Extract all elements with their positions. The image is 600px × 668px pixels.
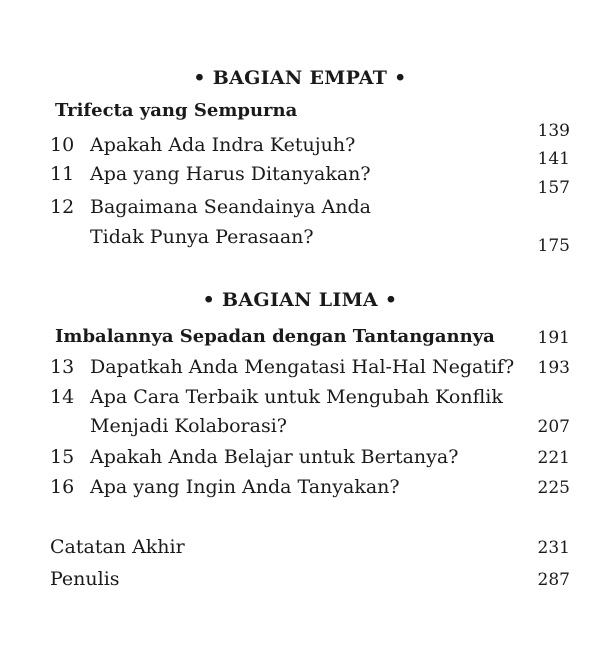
section-title-imbalannya: Imbalannya Sepadan dengan Tantangannya [55,326,495,347]
page-number: 193 [537,358,570,378]
chapter-number: 13 [50,356,75,378]
page-number: 175 [537,236,570,256]
page-number: 225 [537,478,570,498]
page-number: 221 [537,448,570,468]
chapter-number: 15 [50,446,75,468]
chapter-title: Apa Cara Terbaik untuk Mengubah Konflik [90,386,503,408]
chapter-number: 16 [50,476,75,498]
chapter-title: Bagaimana Seandainya Anda [90,196,371,218]
back-matter-entry: Penulis [50,568,120,590]
page-number: 207 [537,417,570,437]
chapter-number: 10 [50,134,75,156]
chapter-title-continued: Tidak Punya Perasaan? [90,226,314,248]
page-number: 287 [537,570,570,590]
toc-entry [50,356,514,378]
part-heading-lima: • BAGIAN LIMA • [202,289,398,311]
part-heading-empat: • BAGIAN EMPAT • [193,67,407,89]
page-number: 191 [537,328,570,348]
chapter-title-continued: Menjadi Kolaborasi? [90,415,287,437]
toc-entry [50,163,371,185]
chapter-title: Apakah Anda Belajar untuk Bertanya? [90,446,459,468]
page-number: 157 [537,178,570,198]
toc-entry [50,134,355,156]
toc-entry [50,386,503,408]
chapter-number: 11 [50,163,75,185]
toc-entry [50,196,371,218]
page-number: 141 [537,149,570,169]
chapter-title: Apa yang Ingin Anda Tanyakan? [90,476,400,498]
page-number: 139 [537,121,570,141]
back-matter-entry: Catatan Akhir [50,536,185,558]
toc-entry [50,446,458,468]
chapter-number: 12 [50,196,75,218]
chapter-title: Apa yang Harus Ditanyakan? [90,163,371,185]
page-number: 231 [537,538,570,558]
chapter-title: Dapatkah Anda Mengatasi Hal-Hal Negatif? [90,356,515,378]
section-title-trifecta: Trifecta yang Sempurna [55,100,298,121]
chapter-number: 14 [50,386,75,408]
chapter-title: Apakah Ada Indra Ketujuh? [90,134,356,156]
toc-entry [50,476,400,498]
